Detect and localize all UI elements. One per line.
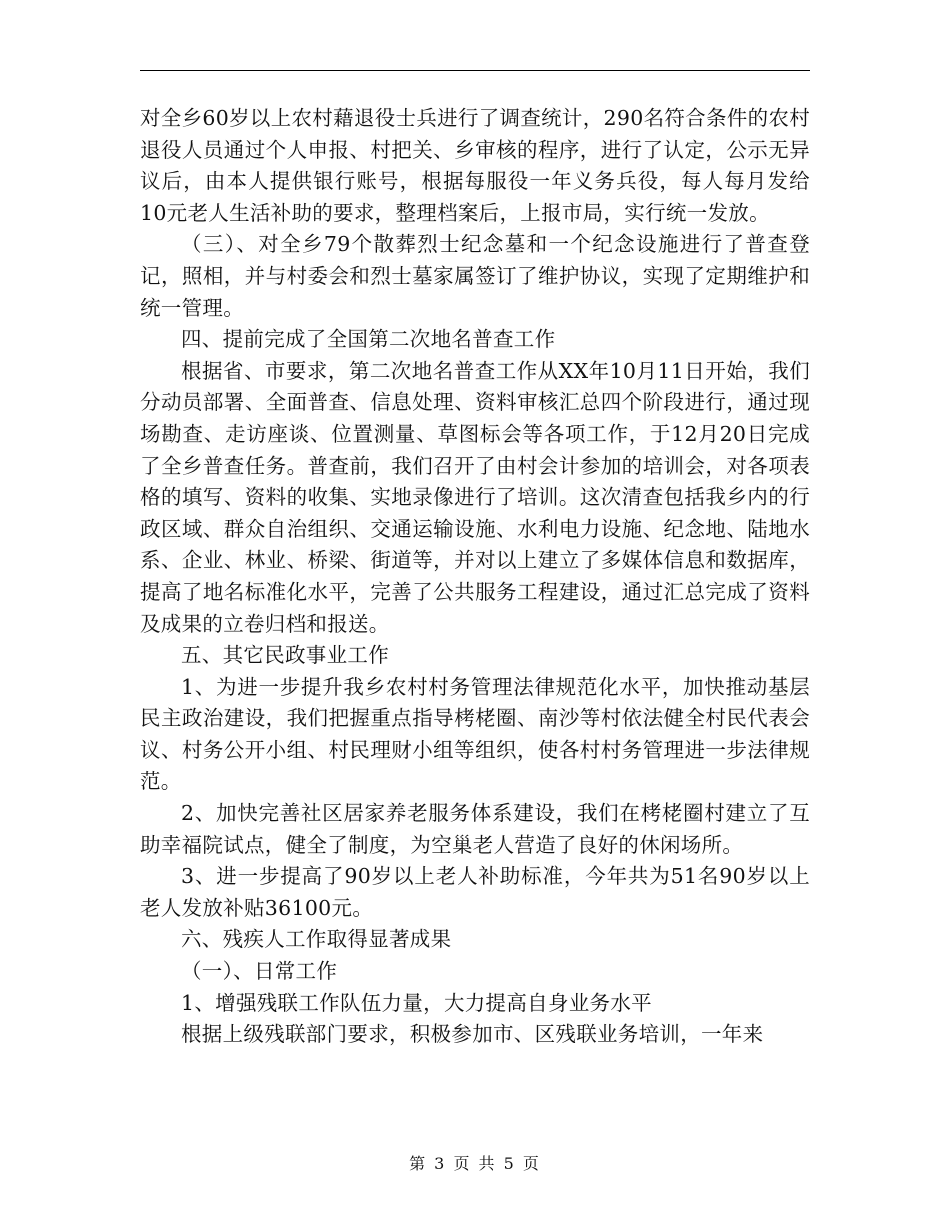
- section-heading-4: 四、提前完成了全国第二次地名普查工作: [181, 327, 556, 352]
- subsection-heading-1: （一）、日常工作: [181, 959, 338, 984]
- document-body: [140, 103, 810, 1051]
- item-heading-1: 1、增强残联工作队伍力量，大力提高自身业务水平: [181, 990, 652, 1015]
- paragraph-4: 1、为进一步提升我乡农村村务管理法律规范化水平，加快推动基层民主政治建设，我们把握重点指导栲栳圈、南沙等村依法健全村民代表会议、村务公开小组、村民理财小组等组织，使各村村务管理进一步法律规范。: [140, 674, 810, 794]
- paragraph-6: 3、进一步提高了90岁以上老人补助标准，今年共为51名90岁以上老人发放补贴36100元。: [140, 864, 810, 920]
- page-number-footer: 第 3 页 共 5 页: [409, 1154, 541, 1173]
- paragraph-1: 对全乡60岁以上农村藉退役士兵进行了调查统计，290名符合条件的农村退役人员通过个人申报、村把关、乡审核的程序，进行了认定，公示无异议后，由本人提供银行账号，根据每服役一年义务兵役，每人每月发给10元老人生活补助的要求，整理档案后，上报市局，实行统一发放。: [140, 106, 810, 225]
- paragraph-2: （三）、对全乡79个散葬烈士纪念墓和一个纪念设施进行了普查登记，照相，并与村委会和烈士墓家属签订了维护协议，实现了定期维护和统一管理。: [140, 232, 810, 320]
- paragraph-7: 根据上级残联部门要求，积极参加市、区残联业务培训，一年来: [181, 1022, 764, 1047]
- header-rule: [140, 70, 810, 71]
- section-heading-6: 六、残疾人工作取得显著成果: [181, 927, 452, 952]
- section-heading-5: 五、其它民政事业工作: [181, 643, 389, 668]
- paragraph-5: 2、加快完善社区居家养老服务体系建设，我们在栲栳圈村建立了互助幸福院试点，健全了制度，为空巢老人营造了良好的休闲场所。: [140, 801, 810, 857]
- paragraph-3: 根据省、市要求，第二次地名普查工作从XX年10月11日开始，我们分动员部署、全面普查、信息处理、资料审核汇总四个阶段进行，通过现场勘查、走访座谈、位置测量、草图标会等各项工作，于12月20日完成了全乡普查任务。普查前，我们召开了由村会计参加的培训会，对各项表格的填写、资料的收集、实地录像进行了培训。这次清查包括我乡内的行政区域、群众自治组织、交通运输设施、水利电力设施、纪念地、陆地水系、企业、林业、桥梁、街道等，并对以上建立了多媒体信息和数据库，提高了地名标准化水平，完善了公共服务工程建设，通过汇总完成了资料及成果的立卷归档和报送。: [140, 358, 810, 636]
